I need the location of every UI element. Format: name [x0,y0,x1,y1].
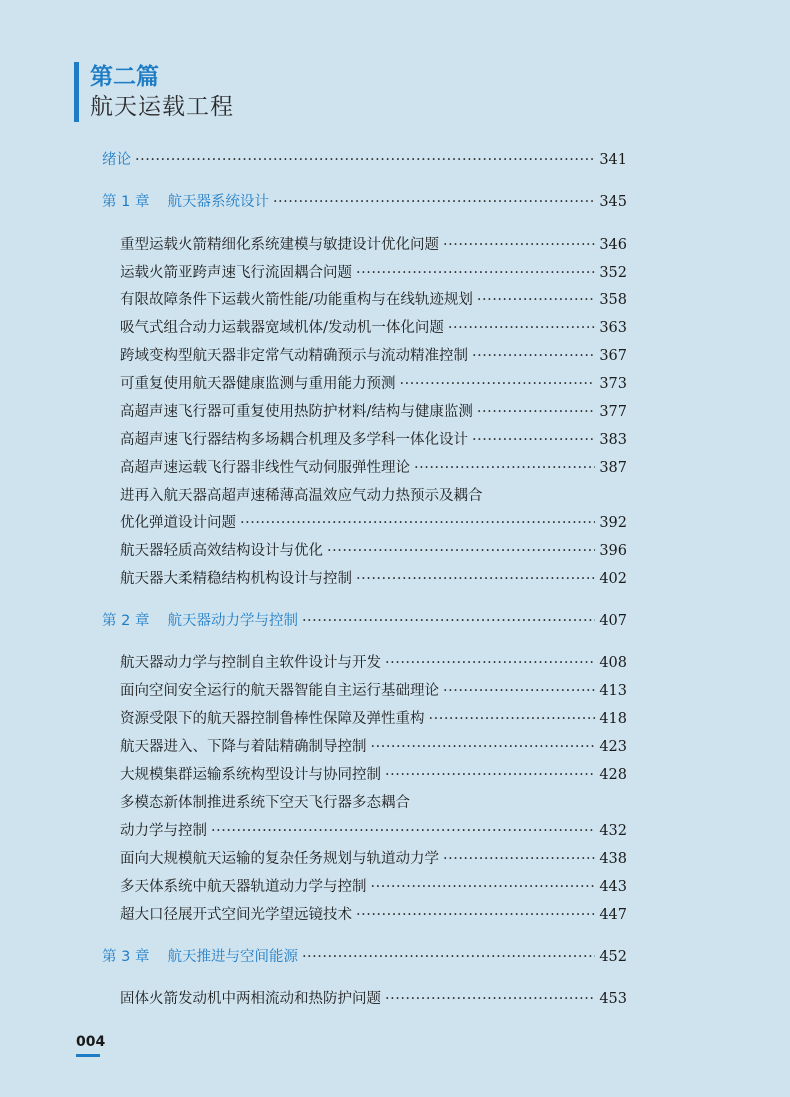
toc-entry-title: 航天器进入、下降与着陆精确制导控制 [120,739,367,755]
toc-page-number: 402 [599,571,627,587]
toc-page-number: 383 [599,432,627,448]
toc-entry-title: 可重复使用航天器健康监测与重用能力预测 [120,376,396,392]
toc-entry-title: 多天体系统中航天器轨道动力学与控制 [120,879,367,895]
toc-entry[interactable] [120,318,627,338]
toc-page-number: 341 [599,152,627,168]
toc-entry[interactable] [120,430,627,450]
toc-page-number: 438 [599,851,627,867]
toc-entry[interactable] [120,263,627,283]
toc-entry-title: 航天器轻质高效结构设计与优化 [120,543,323,559]
toc-entry-title: 大规模集群运输系统构型设计与协同控制 [120,767,381,783]
heading-accent-bar [74,62,79,122]
toc-page-number: 443 [599,879,627,895]
dot-leader [356,569,595,589]
chapter-title: 航天器系统设计 [167,194,269,210]
toc-entry-title: 高超声速运载飞行器非线性气动伺服弹性理论 [120,460,410,476]
toc-entry[interactable] [120,653,627,673]
page-number-underline [76,1054,100,1057]
toc-page-number: 352 [599,265,627,281]
toc-entry[interactable] [120,821,627,841]
dot-leader [472,430,595,450]
toc-page-number: 407 [599,613,627,629]
toc-entry[interactable] [120,486,627,506]
toc-page-number: 418 [599,711,627,727]
toc-entry-title: 吸气式组合动力运载器宽域机体/发动机一体化问题 [120,320,444,336]
toc-entry[interactable] [120,513,627,533]
toc-entry[interactable] [120,541,627,561]
dot-leader [443,849,595,869]
toc-page-number: 453 [599,991,627,1007]
toc-page-number: 345 [599,194,627,210]
dot-leader [356,905,595,925]
toc-page-number: 363 [599,320,627,336]
toc-page-number: 367 [599,348,627,364]
toc-entry-title: 进再入航天器高超声速稀薄高温效应气动力热预示及耦合 [120,488,483,504]
dot-leader [327,541,595,561]
dot-leader [443,235,595,255]
toc-page-number: 373 [599,376,627,392]
dot-leader [302,947,595,967]
toc-entry-title: 跨域变构型航天器非定常气动精确预示与流动精准控制 [120,348,468,364]
toc-entry[interactable] [120,765,627,785]
toc-page-number: 387 [599,460,627,476]
toc-page-number: 396 [599,543,627,559]
toc-page-number: 423 [599,739,627,755]
toc-entry[interactable] [120,235,627,255]
toc-entry-title: 超大口径展开式空间光学望远镜技术 [120,907,352,923]
toc-entry-title: 重型运载火箭精细化系统建模与敏捷设计优化问题 [120,237,439,253]
part-title: 航天运载工程 [90,94,234,120]
toc-entry-title: 航天器大柔精稳结构机构设计与控制 [120,571,352,587]
chapter-number: 第 3 章 [102,949,150,965]
part-label: 第二篇 [90,64,159,90]
dot-leader [414,458,595,478]
toc-page-number: 346 [599,237,627,253]
toc-page-number: 452 [599,949,627,965]
toc-page-number: 432 [599,823,627,839]
toc-entry-title: 面向空间安全运行的航天器智能自主运行基础理论 [120,683,439,699]
dot-leader [371,737,596,757]
chapter-number: 第 1 章 [102,194,150,210]
toc-chapter-2[interactable] [102,611,627,631]
toc-entry-title: 资源受限下的航天器控制鲁棒性保障及弹性重构 [120,711,425,727]
toc-entry-title: 多模态新体制推进系统下空天飞行器多态耦合 [120,795,410,811]
toc-entry-title: 有限故障条件下运载火箭性能/功能重构与在线轨迹规划 [120,292,473,308]
toc-entry[interactable] [120,569,627,589]
toc-entry[interactable] [120,793,627,813]
toc-chapter-3[interactable] [102,947,627,967]
toc-page-number: 358 [599,292,627,308]
chapter-title: 航天器动力学与控制 [167,613,298,629]
toc-chapter-1[interactable] [102,192,627,212]
dot-leader [273,192,595,212]
toc-entry-title: 优化弹道设计问题 [120,515,236,531]
toc-entry-title: 航天器动力学与控制自主软件设计与开发 [120,655,381,671]
dot-leader [385,765,595,785]
toc-entry[interactable] [120,346,627,366]
toc-entry[interactable] [120,402,627,422]
page-number: 004 [76,1034,106,1050]
toc-entry[interactable] [120,458,627,478]
chapter-number: 第 2 章 [102,613,150,629]
toc-page-number: 408 [599,655,627,671]
toc-entry[interactable] [120,290,627,310]
toc-page-number: 377 [599,404,627,420]
toc-page-number: 428 [599,767,627,783]
dot-leader [443,681,595,701]
toc-entry-title: 固体火箭发动机中两相流动和热防护问题 [120,991,381,1007]
toc-entry[interactable] [120,905,627,925]
dot-leader [477,290,595,310]
dot-leader [472,346,595,366]
toc-entry[interactable] [120,737,627,757]
toc-page-number: 392 [599,515,627,531]
dot-leader [448,318,595,338]
toc-page-number: 413 [599,683,627,699]
dot-leader [371,877,596,897]
dot-leader [211,821,595,841]
dot-leader [385,989,595,1009]
toc-entry-title: 面向大规模航天运输的复杂任务规划与轨道动力学 [120,851,439,867]
toc-entry[interactable] [120,877,627,897]
toc-entry-title: 运载火箭亚跨声速飞行流固耦合问题 [120,265,352,281]
toc-page-number: 447 [599,907,627,923]
toc-entry[interactable] [120,709,627,729]
toc-entry[interactable] [120,849,627,869]
chapter-title: 航天推进与空间能源 [167,949,298,965]
dot-leader [429,709,596,729]
dot-leader [385,653,595,673]
toc-intro-title: 绪论 [102,152,131,168]
dot-leader [400,374,596,394]
dot-leader [135,150,595,170]
toc-entry-title: 高超声速飞行器结构多场耦合机理及多学科一体化设计 [120,432,468,448]
toc-entry[interactable] [120,374,627,394]
dot-leader [302,611,595,631]
toc-intro[interactable] [102,150,627,170]
toc-entry-title: 动力学与控制 [120,823,207,839]
dot-leader [240,513,595,533]
toc-entry[interactable] [120,681,627,701]
toc-entry[interactable] [120,989,627,1009]
dot-leader [477,402,595,422]
toc-entry-title: 高超声速飞行器可重复使用热防护材料/结构与健康监测 [120,404,473,420]
dot-leader [356,263,595,283]
